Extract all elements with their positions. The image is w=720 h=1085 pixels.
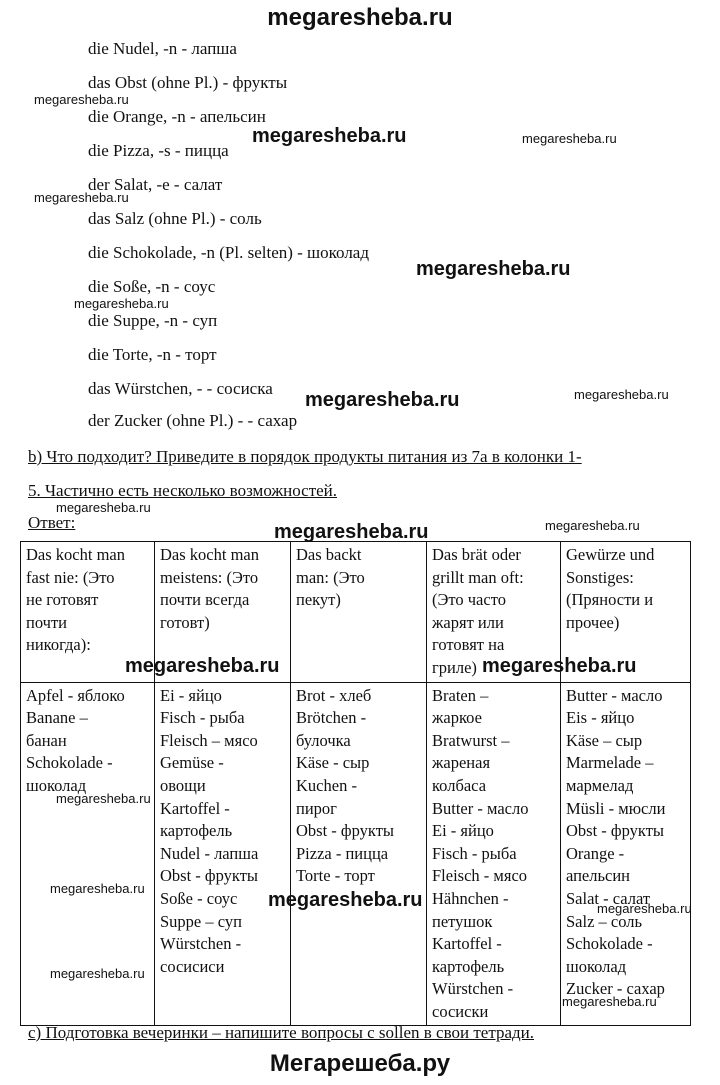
watermark: megaresheba.ru: [574, 387, 669, 402]
watermark: megaresheba.ru: [545, 518, 640, 533]
column-cell: Braten – жаркое Bratwurst – жареная колбаса Butter - масло Ei - яйцо Fisch - рыба Fleisch - мясо Hähnchen - петушок Kartoffel - картофель Würstchen - сосиски: [427, 682, 561, 1026]
watermark: megaresheba.ru: [482, 655, 637, 677]
column-cell: Ei - яйцо Fisch - рыба Fleisch – мясо Gemüse - овощи Kartoffel - картофель Nudel - лапша Obst - фрукты Soße - соус Suppe – суп Würstchen - сосисиси: [155, 682, 291, 1026]
watermark: megaresheba.ru: [34, 190, 129, 205]
header-cell: Das kocht man fast nie: (Это не готовят почти никогда):: [21, 542, 155, 683]
header-cell: Das kocht man meistens: (Это почти всегда готовт): [155, 542, 291, 683]
column-cell: Brot - хлеб Brötchen - булочка Käse - сыр Kuchen - пирог Obst - фрукты Pizza - пицца Torte - торт: [291, 682, 427, 1026]
column-cell: Butter - масло Eis - яйцо Käse – сыр Marmelade – мармелад Müsli - мюсли Obst - фрукты Orange - апельсин Salat - салат Salz – соль Schokolade - шоколад Zucker - сахар: [561, 682, 691, 1026]
watermark: megaresheba.ru: [597, 901, 692, 916]
vocab-line: das Salz (ohne Pl.) - соль: [88, 209, 262, 228]
answer-table: [20, 541, 691, 1026]
watermark: megaresheba.ru: [416, 258, 571, 280]
watermark: megaresheba.ru: [562, 994, 657, 1009]
watermark: megaresheba.ru: [34, 92, 129, 107]
site-footer: Мегарешеба.ру: [269, 1050, 451, 1077]
vocab-line: die Schokolade, -n (Pl. selten) - шоколад: [88, 243, 369, 262]
watermark: megaresheba.ru: [305, 389, 460, 411]
task-b-line-2: 5. Частично есть несколько возможностей.: [28, 481, 338, 500]
answer-label: Ответ:: [28, 513, 76, 532]
watermark: megaresheba.ru: [522, 131, 617, 146]
header-cell: Das backt man: (Это пекут): [291, 542, 427, 683]
watermark: megaresheba.ru: [74, 296, 169, 311]
watermark: megaresheba.ru: [252, 125, 407, 147]
column-cell: Apfel - яблоко Banane – банан Schokolade - шоколад: [21, 682, 155, 1026]
watermark: megaresheba.ru: [56, 791, 151, 806]
site-header: megaresheba.ru: [267, 4, 453, 31]
vocab-line: das Obst (ohne Pl.) - фрукты: [88, 73, 288, 92]
task-c: с) Подготовка вечеринки – напишите вопросы с sollen в свои тетради.: [28, 1023, 535, 1042]
vocab-line: der Salat, -e - салат: [88, 175, 223, 194]
task-b-line-1: b) Что подходит? Приведите в порядок продукты питания из 7а в колонки 1-: [28, 447, 582, 466]
vocab-line: die Nudel, -n - лапша: [88, 39, 237, 58]
vocab-line: die Pizza, -s - пицца: [88, 141, 229, 160]
vocab-line: der Zucker (ohne Pl.) - - сахар: [88, 411, 298, 430]
watermark: megaresheba.ru: [50, 966, 145, 981]
vocab-line: die Orange, -n - апельсин: [88, 107, 266, 126]
watermark: megaresheba.ru: [50, 881, 145, 896]
vocab-line: die Soße, -n - соус: [88, 277, 216, 296]
table-header-row: [21, 542, 691, 683]
watermark: megaresheba.ru: [274, 521, 429, 543]
header-cell: Das brät oder grillt man oft: (Это часто жарят или готовят на гриле): [427, 542, 561, 683]
watermark: megaresheba.ru: [56, 500, 151, 515]
table-row: [21, 682, 691, 1026]
vocab-line: die Suppe, -n - суп: [88, 311, 218, 330]
vocab-line: das Würstchen, - - сосиска: [88, 379, 273, 398]
header-cell: Gewürze und Sonstiges: (Пряности и прочее): [561, 542, 691, 683]
vocab-line: die Torte, -n - торт: [88, 345, 217, 364]
watermark: megaresheba.ru: [125, 655, 280, 677]
watermark: megaresheba.ru: [268, 889, 423, 911]
